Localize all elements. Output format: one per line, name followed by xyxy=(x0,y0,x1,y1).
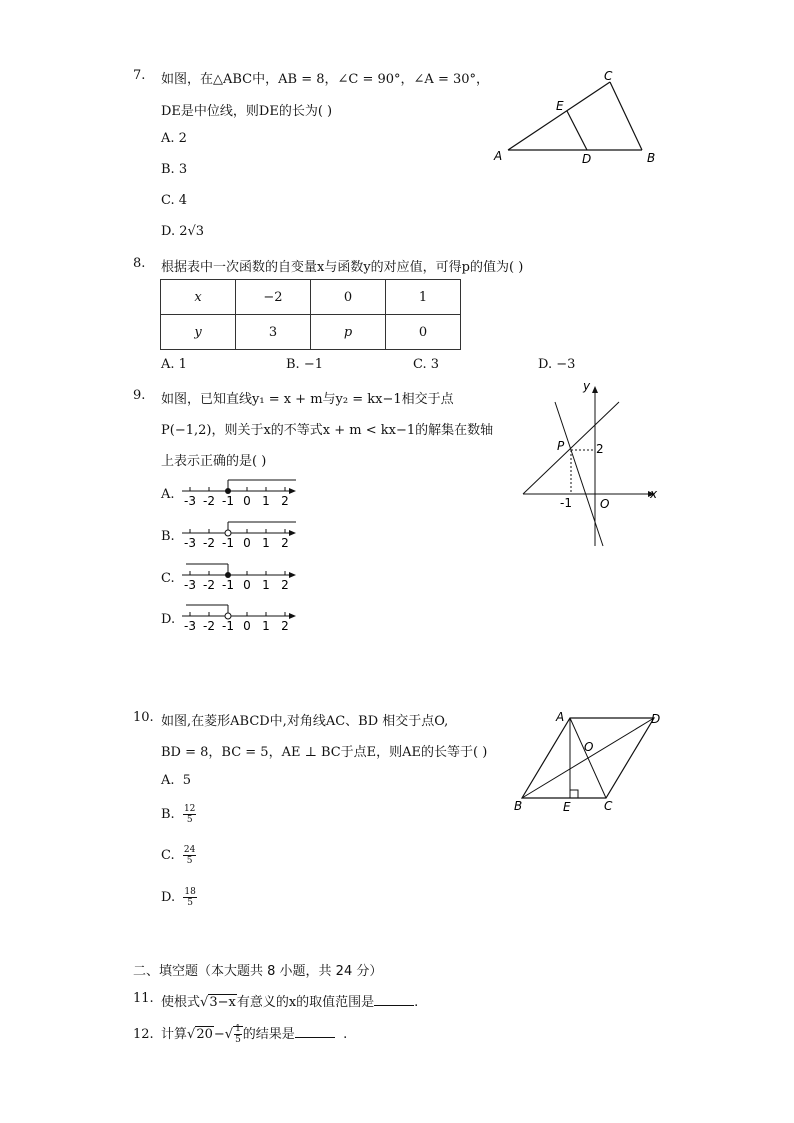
label-y: y xyxy=(583,380,591,393)
q12-number: 12. xyxy=(133,1027,154,1042)
table-cell: 1 xyxy=(386,280,461,315)
radical-fraction: $\frac{1}{5}$ xyxy=(235,1024,241,1045)
label-x: x xyxy=(650,487,658,501)
tick-label: 1 xyxy=(262,619,270,633)
q7-option-a[interactable]: A. 2 xyxy=(161,131,187,146)
q9-stem-line3: 上表示正确的是( ) xyxy=(161,454,267,469)
label-d: D xyxy=(651,712,661,726)
label-o: O xyxy=(584,740,594,754)
label-c: C xyxy=(604,69,613,83)
tick-label: 1 xyxy=(262,494,270,508)
diagonal-bd xyxy=(522,718,654,798)
option-letter: C. xyxy=(161,848,175,863)
label-o: O xyxy=(600,497,610,511)
tick-label: -3 xyxy=(184,494,196,508)
tick-label: 2 xyxy=(281,619,289,633)
q8-option-a[interactable]: A. 1 xyxy=(161,357,187,372)
answer-blank[interactable] xyxy=(374,993,414,1006)
tick-label: -3 xyxy=(184,536,196,550)
segment-cb xyxy=(610,82,642,150)
q12-stem: 计算√20−√ $\frac{1}{5}$ 的结果是 . xyxy=(161,1024,348,1045)
tick-label: -3 xyxy=(184,619,196,633)
q9-numberline-c xyxy=(178,560,300,592)
label-b: B xyxy=(514,799,523,813)
label-e: E xyxy=(556,99,564,113)
q9-graph-figure xyxy=(515,380,665,550)
line-y1 xyxy=(523,402,619,494)
tick-label: 1 xyxy=(262,536,270,550)
tick-label: -2 xyxy=(203,494,215,508)
q9-number: 9. xyxy=(133,388,146,403)
q10-stem-line1: 如图,在菱形ABCD中,对角线AC、BD 相交于点O, xyxy=(161,714,449,729)
q7-option-d[interactable]: D. 2√3 xyxy=(161,224,205,239)
label-e: E xyxy=(563,800,571,814)
table-cell: y xyxy=(161,315,236,350)
q7-option-c[interactable]: C. 4 xyxy=(161,193,188,208)
table-cell: p xyxy=(311,315,386,350)
label-a: A xyxy=(556,710,565,724)
label-a: A xyxy=(494,149,503,163)
tick-label: -1 xyxy=(222,536,234,550)
tick-label: 1 xyxy=(262,578,270,592)
q7-number: 7. xyxy=(133,68,146,83)
q10-option-a[interactable] xyxy=(161,773,191,788)
hollow-point xyxy=(225,530,231,536)
y-axis-arrow xyxy=(592,386,598,393)
q9-option-a[interactable]: A. xyxy=(161,487,175,502)
q8-option-b[interactable]: B. −1 xyxy=(286,357,323,372)
segment-ac xyxy=(508,82,610,150)
label-d: D xyxy=(582,152,592,166)
tick-label: 0 xyxy=(243,494,251,508)
label-b: B xyxy=(647,151,656,165)
q9-stem-line1: 如图，已知直线y₁ = x + m与y₂ = kx−1相交于点 xyxy=(161,392,454,407)
solid-point xyxy=(225,488,231,494)
hollow-point xyxy=(225,613,231,619)
q10-option-b[interactable] xyxy=(161,804,196,825)
tick-label: -1 xyxy=(222,578,234,592)
q9-option-c[interactable]: C. xyxy=(161,571,175,586)
q8-option-c[interactable]: C. 3 xyxy=(413,357,440,372)
q7-stem-line2: DE是中位线，则DE的长为( ) xyxy=(161,104,333,119)
q9-option-d[interactable]: D. xyxy=(161,612,176,627)
table-cell: x xyxy=(161,280,236,315)
q10-rhombus-figure xyxy=(508,706,668,816)
label-neg1: -1 xyxy=(560,496,572,510)
q9-numberline-b xyxy=(178,518,300,550)
q10-option-d[interactable] xyxy=(161,887,197,908)
q10-number: 10. xyxy=(133,710,154,725)
label-p: P xyxy=(557,439,565,453)
q7-option-b[interactable]: B. 3 xyxy=(161,162,188,177)
tick-label: 0 xyxy=(243,578,251,592)
q8-option-d[interactable]: D. −3 xyxy=(538,357,576,372)
radical: 3−x xyxy=(209,995,236,1010)
table-cell: 0 xyxy=(386,315,461,350)
q9-option-b[interactable]: B. xyxy=(161,529,175,544)
q8-value-table xyxy=(160,279,461,350)
q8-number: 8. xyxy=(133,256,146,271)
tick-label: 2 xyxy=(281,536,289,550)
q11-stem: 使根式√3−x有意义的x的取值范围是 . xyxy=(161,995,419,1010)
q7-stem-line1: 如图，在△ABC中，AB = 8，∠C = 90°，∠A = 30°， xyxy=(161,72,490,87)
right-angle-mark xyxy=(570,790,578,798)
segment-de xyxy=(567,111,587,150)
tick-label: 0 xyxy=(243,536,251,550)
table-cell: 0 xyxy=(311,280,386,315)
fraction: $\frac{12}{5}$ xyxy=(183,804,196,825)
option-letter: B. xyxy=(161,807,175,822)
tick-label: -1 xyxy=(222,494,234,508)
q8-stem: 根据表中一次函数的自变量x与函数y的对应值，可得p的值为( ) xyxy=(161,260,524,275)
option-value: 5 xyxy=(182,773,192,788)
radical: 20 xyxy=(196,1027,213,1042)
section-heading: 二、填空题（本大题共 8 小题，共 24 分） xyxy=(133,964,383,979)
option-letter: A. xyxy=(161,773,175,788)
q11-number: 11. xyxy=(133,991,154,1006)
answer-blank[interactable] xyxy=(295,1025,335,1038)
table-cell: 3 xyxy=(236,315,311,350)
table-row xyxy=(161,315,461,350)
solid-point xyxy=(225,572,231,578)
tick-label: -1 xyxy=(222,619,234,633)
tick-label: -2 xyxy=(203,619,215,633)
q9-numberline-d xyxy=(178,601,300,633)
tick-label: -2 xyxy=(203,578,215,592)
fraction: $\frac{18}{5}$ xyxy=(184,887,196,908)
table-row xyxy=(161,280,461,315)
tick-label: 0 xyxy=(243,619,251,633)
label-two: 2 xyxy=(596,442,604,456)
label-c: C xyxy=(604,799,613,813)
q10-option-c[interactable] xyxy=(161,845,196,866)
q10-stem-line2: BD = 8，BC = 5，AE ⊥ BC于点E，则AE的长等于( ) xyxy=(161,745,488,760)
tick-label: -2 xyxy=(203,536,215,550)
q9-numberline-a xyxy=(178,476,300,508)
tick-label: -3 xyxy=(184,578,196,592)
q9-stem-line2: P(−1,2)，则关于x的不等式x + m < kx−1的解集在数轴 xyxy=(161,423,494,438)
fraction: $\frac{24}{5}$ xyxy=(183,845,196,866)
option-letter: D. xyxy=(161,890,176,905)
tick-label: 2 xyxy=(281,578,289,592)
tick-label: 2 xyxy=(281,494,289,508)
table-cell: −2 xyxy=(236,280,311,315)
q7-triangle-figure xyxy=(490,66,670,170)
